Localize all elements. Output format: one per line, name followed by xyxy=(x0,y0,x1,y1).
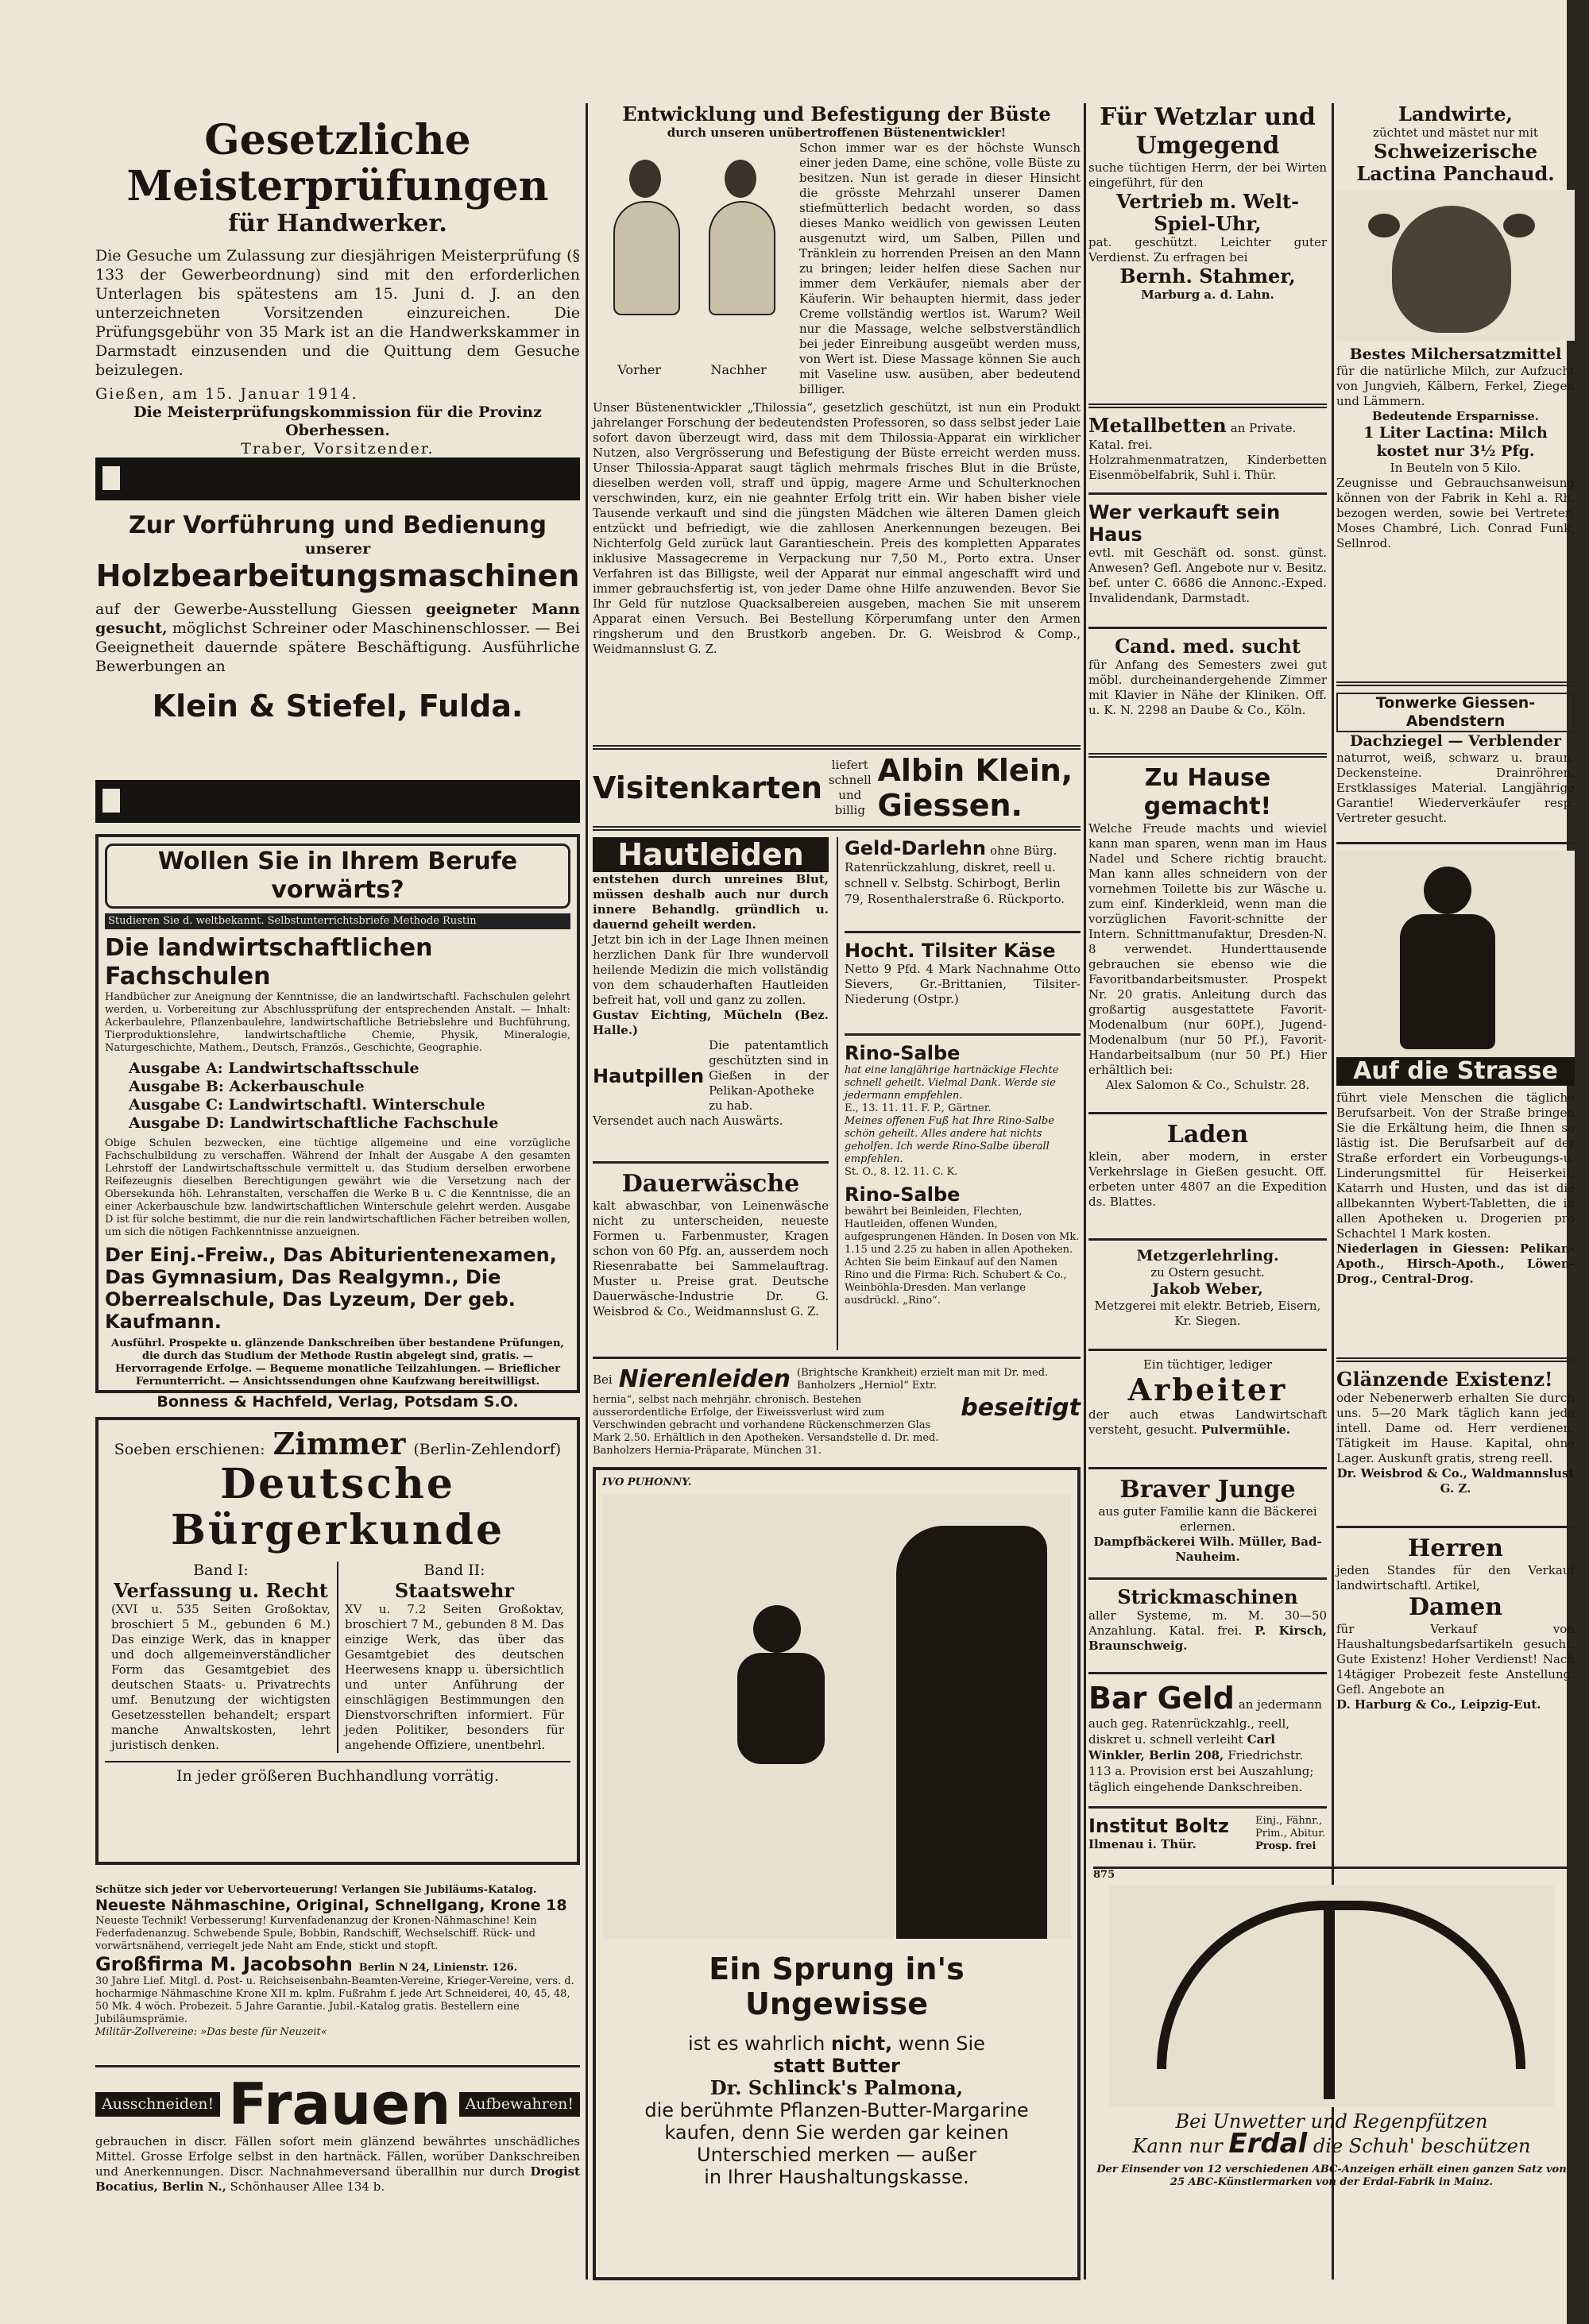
ad-text: kalt abwaschbar, von Leinenwäsche nicht zu unterscheiden, neueste Formen u. Farbenmuster, Kragen schon von 60 Pfg. an, ausserdem noch Riesenrabatte bei Sammelauftrag. Muster u. Preise grat. Deutsche Dauerwäsche-Industrie Dr. G. Weisbrod & Co., Weidmannslust G. Z. xyxy=(593,1199,829,1318)
ad-pre: Landwirte, xyxy=(1398,102,1513,125)
ad-address: Marburg a. d. Lahn. xyxy=(1141,288,1274,302)
ad-title: Neueste Nähmaschine, Original, Schnellgang, Krone 18 xyxy=(95,1897,567,1914)
ad-text-2: für Verkauf von Haushaltungsbedarfsartikeln gesucht. Gute Existenz! Hoher Verdienst! Nach 14tägiger Probezeit feste Anstellung. Gefl. Angebote an xyxy=(1336,1622,1575,1697)
ad-text: Schon immer war es der höchste Wunsch einer jeden Dame, eine schöne, volle Büste zu besitzen. Nun ist gerade in dieser Hinsicht die grösste Mehrzahl unserer Damen stiefmütterlich bedacht worden, so dass dieses Manko weidlich von gewissen Leuten ausgenutzt wird, um Salben, Pillen und Tränklein zu horrenden Preisen an den Mann zu bringen; leider helfen diese Sachen nur immer dem Verkäufer, niemals aber der Käuferin. Wir behaupten hiermit, dass jeder Creme vollständig wertlos ist. Warum? Weil nur die Massage, welche selbstverständlich bei jeder Einreibung ausgeübt werden muss, von Wert ist. Diese Massage können Sie auch mit Vaseline usw. ausüben, aber bedeutend billiger. xyxy=(799,141,1081,396)
ad-boltz xyxy=(1088,1815,1327,1870)
volume-text: (XVI u. 535 Seiten Großoktav, broschiert 5 M., gebunden 6 M.) Das einzige Werk, das in knapper und doch allgemeinverständlicher Form das Gesamtgebiet des deutschen Staats- u. Privatrechts umf. Benutzung der wichtigsten Gesetzesstellen behandelt; erspart manche Anwaltskosten, lehrt juristisch denken. xyxy=(111,1602,331,1752)
ad-text-2: Jetzt bin ich in der Lage Ihnen meinen herzlichen Dank für Ihre wundervoll heilende Medizin die mich vollständig von dem schauderhaften Hautleiden befreit hat, voll und ganz zu zollen. xyxy=(593,932,829,1007)
ad-bar-geld xyxy=(1088,1681,1327,1800)
column-3 xyxy=(1088,103,1327,1877)
ad-title: Braver Junge xyxy=(1119,1476,1296,1504)
ad-title: Cand. med. sucht xyxy=(1115,635,1301,658)
divider xyxy=(1088,1238,1327,1241)
ad-tilsiter xyxy=(845,940,1081,1027)
ad-quote: hat eine langjährige hartnäckige Flechte schnell geheilt. Vielmal Dank. Werde sie jedermann empfehlen. xyxy=(845,1064,1059,1102)
ad-title: Laden xyxy=(1166,1121,1249,1148)
ad-pillen: Hautpillen xyxy=(593,1064,705,1087)
divider xyxy=(1088,627,1327,629)
ad-big: Vertrieb m. Welt-Spiel-Uhr, xyxy=(1115,190,1300,235)
ad-title: Hocht. Tilsiter Käse xyxy=(845,940,1056,962)
ad-hautleiden xyxy=(593,837,829,1155)
ad-braver-junge xyxy=(1088,1476,1327,1571)
divider xyxy=(1088,1806,1327,1809)
divider xyxy=(1088,492,1327,495)
ad-bold-text: geeigneter Mann gesucht, xyxy=(95,600,581,637)
ad-firm: P. Kirsch, Braunschweig. xyxy=(1088,1623,1327,1653)
ad-text-2: Unser Büstenentwickler „Thilossia“, gesetzlich geschützt, ist nun ein Produkt jahrelanger Forschung der bedeutendsten Professoren, so dass selbst jeder Laie sofort davon überzeugt wird, dass mit dem Thilossia-Apparat ein wirklicher Nutzen, also Vergrösserung und Befestigung der Büste erreicht werden muss. Unser Thilossia-Apparat saugt täglich mehrmals frisches Blut in die Brüste, dieselben werden voll, straff und üppig, magere Arme und Schulterknochen verschwinden, kurz, ein nie geahnter Erfolg tritt ein. Wir haben bisher viele Tausende verkauft und sind die jüngsten Mädchen wie älteren Damen gleich entzückt und befriedigt, wie die zahllosen Anerkennungen bezeugen. Bei Nichterfolg Geld zurück laut Garantieschein. Preis des kompletten Apparates inklusive Massagecreme in Verpackung nur 7,50 M., Porto extra. Unser Verfahren ist das Billigste, weil der Apparat nur einmal angeschafft wird und immer gebrauchsfertig ist, von jeder Dame ohne Hilfe anzuwenden. Bevor Sie Ihr Geld für nutzlose Quacksalbereien ausgeben, machen Sie mit unserem Apparat einen Versuch. Bei Bestellung Körperumfang unter den Armen ringsherum und den Brustkorb angeben. Dr. G. Weisbrod & Comp., Weidmannslust G. Z. xyxy=(593,400,1081,656)
ad-dauerwaesche xyxy=(593,1170,829,1337)
after-label: Nachher xyxy=(710,362,767,377)
divider xyxy=(1088,753,1327,758)
woman-before-figure xyxy=(607,160,682,334)
ad-note: Ausführl. Prospekte u. glänzende Dankschreiben über bestandene Prüfungen, die durch das Studium der Methode Rustin abgelegt sind, gratis. — Hervorragende Erfolge. — Bequeme monatliche Teilzahlungen. — Brieflicher Fernunterricht. — Ansichtssendungen ohne Kaufzwang bereitwilligst. xyxy=(111,1338,564,1388)
ad-body: Obige Schulen bezwecken, eine tüchtige allgemeine und eine vorzügliche Fachschulbildung zu verschaffen. Während der Inhalt der Ausgabe A den gesamten Lehrstoff der Landwirtschaftsschule vermittelt u. das Studium derselben erworbene Reifezeugnis dieselben Berechtigungen gewährt wie die Versetzung nach der Obersekunda höh. Lehranstalten, verschaffen die Werke B u. C die Kenntnisse, die an einer Ackerbauschule bzw. landwirtschaftlichen Winterschule gelehrt werden. Ausgabe D ist für solche bestimmt, die nur die rein landwirtschaftlichen Fächer betreiben wollen, um sich die nötigen Fachkenntnisse anzueignen. xyxy=(105,1137,570,1238)
ad-address: Friedrichstr. 113 a. Provision erst bei Auszahlung; täglich eingehende Dankschreiben. xyxy=(1088,1748,1314,1794)
ad-signature: Traber, Vorsitzender. xyxy=(241,440,435,457)
ad-text: Die Gesuche um Zulassung zur diesjährigen Meisterprüfung (§ 133 der Gewerbeordnung) sind mit den erforderlichen Unterlagen bis spätestens am 15. Juni d. J. an den unterzeichneten Vorsitzenden einzureichen. Die Prüfungsgebühr von 35 Mark ist an die Handwerkskammer in Darmstadt einzusenden und die Quittung dem Gesuche beizulegen. xyxy=(95,247,580,379)
ad-left-label: Ausschneiden! xyxy=(95,2092,220,2117)
ad-line: Dr. Schlinck's Palmona, xyxy=(709,2076,964,2099)
ad-title: Bar Geld xyxy=(1088,1681,1235,1716)
ad-pre: Soeben erschienen: xyxy=(114,1441,265,1458)
ad-rino-salbe xyxy=(845,1042,1081,1344)
ad-cand-med xyxy=(1088,635,1327,747)
artist-signature: IVO PUHONNY. xyxy=(602,1477,692,1488)
ad-existenz xyxy=(1336,1369,1575,1519)
ad-line: statt Butter xyxy=(773,2055,900,2077)
ad-shop: Drogist Bocatius, Berlin N., xyxy=(95,2164,580,2194)
ad-title: Metallbetten xyxy=(1088,414,1227,437)
ad-text: gebrauchen in discr. Fällen sofort mein glänzend bewährtes unschädliches Mittel. Grosse Erfolge selbst in den hartnäck. Fällen, worüber Dankschreiben und Anerkennungen. Discr. Nachnahmeversand überallhin nur durch xyxy=(95,2134,580,2179)
volume-title: Staatswehr xyxy=(394,1579,515,1602)
woman-after-figure xyxy=(702,160,778,334)
ad-text: Welche Freude machts und wieviel kann man sparen, wenn man im Haus Nadel und Schere richtig braucht. Man kann alles schneidern von der vornehmen Toilette bis zur Wäsche u. zum einf. Kinderkleid, wenn man die vorzüglichen Favorit-schnitte der Intern. Schnittmanufaktur, Dresden-N. 8 verwendet. Hunderttausende gebrauchen sie ebenso wie die Favoritbandarbeitsmuster. Prospekt Nr. 20 gratis. Anleitung durch das großartig ausgestattete Favorit-Modenalbum (nur 60Pf.), Jugend-Modenalbum (nur 50 Pf.), Favorit-Handarbeitsalbum (nur 50 Pf.) Hier erhältlich bei: xyxy=(1088,821,1327,1077)
divider xyxy=(593,826,1081,831)
ad-firm: Pulvermühle. xyxy=(1200,1423,1291,1437)
divider xyxy=(593,1357,1081,1359)
ad-title: Glänzende Existenz! xyxy=(1336,1368,1553,1391)
ad-title: Ein Sprung in's xyxy=(709,1951,965,1986)
ad-mid: liefert schnell und billig xyxy=(828,758,872,817)
volume-label: Band I: xyxy=(193,1562,249,1579)
ad-title: Deutsche Bürgerkunde xyxy=(170,1460,505,1554)
ad-text: für Anfang des Semesters zwei gut möbl. durcheinandergehende Zimmer mit Klavier in Nähe der Kliniken. Off. u. K. N. 2298 an Daube & Co., Köln. xyxy=(1088,658,1327,717)
ad-palmona xyxy=(593,1467,1081,2280)
ad-subtitle: für Handwerker. xyxy=(228,210,447,237)
ad-text: züchtet und mästet nur mit xyxy=(1373,125,1538,140)
ad-where: Niederlagen in Giessen: Pelikan-Apoth., Hirsch-Apoth., Löwen-Drog., Central-Drog. xyxy=(1336,1241,1575,1286)
ad-title: Nierenleiden xyxy=(618,1365,791,1393)
ad-title: Zu Hause gemacht! xyxy=(1143,764,1272,820)
divider xyxy=(1336,1526,1575,1528)
ad-title: Geld-Darlehn xyxy=(845,837,986,859)
ad-org: Die Meisterprüfungskommission für die Provinz Oberhessen. xyxy=(133,403,542,439)
ad-metallbetten xyxy=(1088,415,1327,486)
ad-zu-hause xyxy=(1088,764,1327,1106)
ad-line-2: Kann nur xyxy=(1132,2135,1223,2157)
ad-savings: Bedeutende Ersparnisse. xyxy=(1372,409,1539,423)
ad-text: aus guter Familie kann die Bäckerei erlernen. xyxy=(1098,1504,1317,1534)
ad-address: Schönhauser Allee 134 b. xyxy=(230,2179,385,2194)
divider xyxy=(1088,1467,1327,1469)
ad-address: Berlin N 24, Linienstr. 126. xyxy=(358,1962,518,1974)
ad-sub: Studieren Sie d. weltbekannt. Selbstunterrichtsbriefe Methode Rustin xyxy=(105,913,570,929)
ad-pre: Bei xyxy=(593,1372,613,1387)
ad-note: (Brightsche Krankheit) erzielt man mit Dr. med. Banholzers „Herniol“ Extr. xyxy=(797,1367,1049,1392)
ad-text: bewährt bei Beinleiden, Flechten, Hautleiden, offenen Wunden, aufgesprungenen Händen. In Dosen von Mk. 1.15 und 2.25 zu haben in allen Apotheken. Achten Sie beim Einkauf auf den Namen Rino und die Firma: Rich. Schubert & Co., Weinböhla-Dresden. Man verlange ausdrückl. „Rino“. xyxy=(845,1206,1080,1307)
ad-title: Rino-Salbe xyxy=(845,1042,961,1064)
ad-side-text: Militär-Zollvereine: »Das beste für Neuzeit« xyxy=(95,2026,327,2038)
ad-text-2: für die natürliche Milch, zur Aufzucht von Jungvieh, Kälbern, Ferkel, Ziegen und Lämmern. xyxy=(1336,364,1575,408)
divider xyxy=(845,931,1081,933)
divider xyxy=(845,1033,1081,1036)
divider xyxy=(1088,403,1327,408)
divider xyxy=(1088,1577,1327,1580)
list-item: Ausgabe C: Landwirtschaftl. Winterschule xyxy=(129,1096,485,1114)
ad-quote-2: Meines offenen Fuß hat Ihre Rino-Salbe schön geheilt. Alles andere hat nichts geholfen. Ich werde Rino-Salbe überall empfehlen. xyxy=(845,1115,1054,1165)
divider xyxy=(1336,681,1575,686)
column-2 xyxy=(593,103,1081,2287)
ad-side-2: Prosp. frei xyxy=(1255,1840,1316,1852)
ad-sign-2: St. O., 8. 12. 11. C. K. xyxy=(845,1166,958,1178)
ad-line: Schütze sich jeder vor Uebervorteuerung! Verlangen Sie Jubiläums-Katalog. xyxy=(95,1884,537,1896)
ad-text: oder Nebenerwerb erhalten Sie durch uns. 5—20 Mark täglich kann jede intell. Dame od. Herr verdienen. Tätigkeit im Hause. Kapital, ohne Lager. Auskunft gratis, streng reell. xyxy=(1336,1391,1575,1465)
ad-text: an jedermann auch geg. Ratenrückzahlg., reell, diskret u. schnell verleiht xyxy=(1088,1697,1322,1747)
ad-strickmaschinen xyxy=(1088,1586,1327,1666)
ad-meisterpruefung xyxy=(95,116,580,457)
ad-title: Für Wetzlar und Umgegend xyxy=(1100,103,1316,160)
ad-pillen-text: Die patentamtlich geschützten sind in Gießen in der Pelikan-Apotheke zu hab. xyxy=(709,1038,829,1113)
ad-arbeiter xyxy=(1088,1357,1327,1461)
column-rule xyxy=(1084,103,1086,2280)
ad-number: 875 xyxy=(1093,1869,1115,1881)
calf-head-shape xyxy=(1392,206,1511,333)
edition-list xyxy=(129,1060,570,1133)
ad-sub: durch unseren unübertroffenen Büstenentwickler! xyxy=(667,125,1007,140)
volume-label: Band II: xyxy=(423,1562,485,1579)
ad-publisher: Bonness & Hachfeld, Verlag, Potsdam S.O. xyxy=(157,1393,519,1411)
ad-text: aller Systeme, m. M. 30—50 Anzahlung. Katal. frei. xyxy=(1088,1608,1327,1638)
ad-auf-die-strasse xyxy=(1336,851,1575,1351)
ad-title: Schweizerische Lactina Panchaud. xyxy=(1356,140,1555,185)
ad-big: beseitigt xyxy=(961,1394,1081,1422)
volume-title: Verfassung u. Recht xyxy=(114,1579,328,1602)
ad-text: auf der Gewerbe-Ausstellung Giessen xyxy=(95,600,412,618)
ad-metzger xyxy=(1088,1247,1327,1342)
ad-name: Bernh. Stahmer, xyxy=(1119,264,1296,288)
ad-title: Metzgerlehrling. xyxy=(1136,1247,1279,1264)
ad-erdal xyxy=(1093,1867,1570,2274)
ad-right-label: Aufbewahren! xyxy=(459,2092,580,2117)
ad-wetzlar xyxy=(1088,103,1327,397)
ad-title: Auf die Strasse xyxy=(1336,1057,1575,1086)
before-label: Vorher xyxy=(617,362,662,377)
divider xyxy=(593,1161,829,1164)
ad-rustin xyxy=(95,834,580,1411)
ad-foot: Der Einsender von 12 verschiedenen ABC-Anzeigen erhält einen ganzen Satz von 25 ABC-Künstlermarken von der Erdal-Fabrik in Mainz. xyxy=(1096,2164,1567,2188)
volume-text: XV u. 7.2 Seiten Großoktav, broschiert 7 M., gebunden 8 M. Das einzige Werk, das über das Gesamtgebiet des deutschen Heerwesens knapp u. übersichtlich und unter Anführung der einschlägigen Bestimmungen den Dienstvorschriften informiert. Für jeden Politiker, besonders für angehende Offiziere, unentbehrl. xyxy=(345,1602,564,1752)
ad-text: führt viele Menschen die tägliche Berufsarbeit. Von der Straße bringen Sie die Erkältung heim, die Ihnen so lästig ist. Die Berufsarbeit auf der Straße erfordert ein Vorbeugungs-u. Linderungsmittel für Heiserkeit, Katarrh und Husten, und das ist die allbekannten Wybert-Tabletten, die in allen Apotheken u. Drogerien pro Schachtel 1 Mark kosten. xyxy=(1336,1091,1575,1241)
ad-firm: Klein & Stiefel, Fulda. xyxy=(152,689,524,724)
ad-title-2: Damen xyxy=(1408,1593,1503,1621)
man-head-shape xyxy=(753,1605,801,1653)
ad-title: Herren xyxy=(1408,1535,1503,1562)
ad-title: Die landwirtschaftlichen Fachschulen xyxy=(105,934,433,990)
ad-text-3: Zeugnisse und Gebrauchsanweisung können von der Fabrik in Kehl a. Rh. bezogen werden, sowie bei Vertreter: Moses Chambré, Lich. Conrad Funk, Sellnrod. xyxy=(1336,476,1575,550)
ad-nierenleiden xyxy=(593,1365,1081,1461)
cliff-shape xyxy=(896,1526,1047,1939)
ad-exams: Der Einj.-Freiw., Das Abiturientenexamen, Das Gymnasium, Das Realgymn., Die Oberrealschule, Das Lyzeum, Der geb. Kaufmann. xyxy=(105,1244,557,1333)
ad-line: kaufen, denn Sie werden gar keinen xyxy=(664,2121,1009,2144)
ad-ship: Versendet auch nach Auswärts. xyxy=(593,1114,783,1128)
umbrella-shape xyxy=(1157,1901,1525,2069)
ad-text: hernia“, selbst nach mehrjähr. chronisch. Bestehen ausserordentliche Erfolge, der Eiweissverlust wird zum Verschwinden gebracht und vorhandene Rückenschmerzen Glas Mark 2.50. Erhältlich in den Apotheken. Versandstelle d. Dr. med. Banholzers Hernia-Präparate, München 31. xyxy=(593,1394,939,1457)
ad-title: Dauerwäsche xyxy=(621,1170,800,1198)
ad-geld-darlehn xyxy=(845,837,1081,925)
ad-shop: Alex Salomon & Co., Schulstr. 28. xyxy=(1105,1078,1310,1092)
ad-date: Gießen, am 15. Januar 1914. xyxy=(95,385,358,403)
ad-right: Albin Klein, Giessen. xyxy=(877,753,1073,823)
ad-line-3: die Schuh' beschützen xyxy=(1313,2135,1531,2157)
umbrella-illustration xyxy=(1109,1885,1554,2107)
hiker-body-shape xyxy=(1400,914,1495,1049)
before-after-illustration xyxy=(593,144,791,382)
ad-line-end: wenn Sie xyxy=(898,2033,985,2055)
ad-herren-damen xyxy=(1336,1535,1575,1749)
hiker-illustration xyxy=(1336,851,1575,1057)
ad-visitenkarten xyxy=(593,753,1081,823)
ad-buergerkunde xyxy=(95,1417,580,1865)
ad-title: Frauen xyxy=(228,2071,451,2137)
list-item: Ausgabe D: Landwirtschaftliche Fachschule xyxy=(129,1114,499,1132)
ad-text: klein, aber modern, in erster Verkehrslage in Gießen gesucht. Off. erbeten unter 4807 an die Expedition ds. Blattes. xyxy=(1088,1149,1327,1209)
ad-text: ohne Bürg. Ratenrückzahlung, diskret, reell u. schnell v. Selbstg. Schirbogt, Berlin 79, Rosenthalerstraße 6. Rückporto. xyxy=(845,844,1065,906)
divider xyxy=(1088,1112,1327,1114)
ad-firm: Dr. Weisbrod & Co., Waldmannslust G. Z. xyxy=(1336,1466,1575,1496)
divider xyxy=(593,745,1081,750)
ad-text: Holzrahmenmatratzen, Kinderbetten Eisenmöbelfabrik, Suhl i. Thür. xyxy=(1088,453,1327,482)
list-item: Ausgabe A: Landwirtschaftsschule xyxy=(129,1060,419,1077)
ad-haus xyxy=(1088,501,1327,620)
ad-title: Strickmaschinen xyxy=(1117,1585,1298,1608)
ad-text: naturrot, weiß, schwarz u. braun. Deckensteine. Drainröhren. Erstklassiges Material. Langjährige Garantie! Wiederverkäufer resp. Vertreter gesucht. xyxy=(1336,751,1575,825)
column-rule xyxy=(586,103,588,2280)
ad-side: an Private. Katal. frei. xyxy=(1088,421,1297,452)
ad-laden xyxy=(1088,1121,1327,1232)
ad-title: Wer verkauft sein Haus xyxy=(1088,501,1281,546)
divider xyxy=(1088,1672,1327,1674)
ad-pre: Ein tüchtiger, lediger xyxy=(1142,1357,1272,1372)
calf-ear-shape xyxy=(1368,214,1400,237)
ad-text: zu Ostern gesucht. xyxy=(1150,1265,1265,1280)
ad-text: der auch etwas Landwirtschaft versteht, gesucht. xyxy=(1088,1407,1327,1437)
ad-title-2: unserer xyxy=(304,540,371,558)
ad-price: 1 Liter Lactina: Milch kostet nur 3½ Pfg. xyxy=(1363,424,1548,460)
ad-frauen xyxy=(95,2065,580,2233)
ad-firm: Großfirma M. Jacobsohn xyxy=(95,1953,353,1975)
man-body-shape xyxy=(737,1653,825,1764)
calf-ear-shape xyxy=(1503,214,1535,237)
ad-tonwerke xyxy=(1336,693,1575,836)
ad-address: Metzgerei mit elektr. Betrieb, Eisern, Kr. Siegen. xyxy=(1094,1299,1321,1328)
ad-text: evtl. mit Geschäft od. sonst. günst. Anwesen? Gefl. Angebote nur v. Besitz. bef. unter C. 6686 die Annonc.-Exped. Invalidendank, Darmstadt. xyxy=(1088,546,1327,605)
black-rule-bar xyxy=(95,780,580,823)
ad-title: Institut Boltz xyxy=(1088,1815,1229,1837)
ad-lactina xyxy=(1336,103,1575,675)
ad-author: Zimmer xyxy=(273,1426,406,1461)
ad-line: die berühmte Pflanzen-Butter-Margarine xyxy=(644,2099,1029,2121)
ad-title: Hautleiden xyxy=(593,837,829,872)
ad-firm: Dampfbäckerei Wilh. Müller, Bad-Nauheim. xyxy=(1093,1535,1322,1564)
ad-place: Ilmenau i. Thür. xyxy=(1088,1837,1197,1851)
ad-heading: Dachziegel — Verblender xyxy=(1350,732,1561,750)
ad-text: Neueste Technik! Verbesserung! Kurvenfadenanzug der Kronen-Nähmaschine! Kein Federfadenanzug. Schwebende Spule, Bobbin, Randschiff, Wechselschiff. Rück- und vorwärtsnähend, verriegelt jede Naht am Ende, stickt und stopft. xyxy=(95,1915,537,1952)
ad-line-bold: nicht, xyxy=(830,2033,893,2055)
ad-line: in Ihrer Haushaltungskasse. xyxy=(704,2166,969,2188)
black-rule-bar xyxy=(95,457,580,500)
divider xyxy=(1336,842,1575,844)
umbrella-handle-shape xyxy=(1324,1909,1335,2099)
ad-title: Tonwerke Giessen-Abendstern xyxy=(1336,693,1575,732)
ad-sign: E., 13. 11. 11. F. P., Gärtner. xyxy=(845,1102,992,1114)
ad-name: Gustav Eichting, Mücheln (Bez. Halle.) xyxy=(593,1008,829,1037)
ad-foot: In jeder größeren Buchhandlung vorrätig. xyxy=(105,1761,570,1785)
ad-text-2: pat. geschützt. Leichter guter Verdienst. Zu erfragen bei xyxy=(1088,235,1327,264)
ad-bag: In Beuteln von 5 Kilo. xyxy=(1390,461,1521,475)
ad-intro: Handbücher zur Aneignung der Kenntnisse, die an landwirtschaftl. Fachschulen gelehrt werden, u. Vorbereitung zur Abschlussprüfung der entsprechenden Anstalt. — Inhalt: Ackerbaulehre, Pflanzenbaulehre, landwirtschaftliche Betriebslehre und Buchführung, Tierproduktionslehre, landwirtschaftliche Chemie, Physik, Mineralogie, Naturgeschichte, Mathem., Deutsch, Französ., Geschichte, Geographie. xyxy=(105,991,570,1054)
ad-firm: Carl Winkler, Berlin 208, xyxy=(1088,1732,1275,1762)
ad-title-2: Ungewisse xyxy=(744,1986,929,2021)
ad-title: Entwicklung und Befestigung der Büste xyxy=(622,102,1051,125)
ad-line: ist es wahrlich xyxy=(688,2033,825,2055)
ad-title-2: Rino-Salbe xyxy=(845,1183,961,1206)
hiker-head-shape xyxy=(1424,867,1471,914)
divider xyxy=(1336,1357,1575,1362)
ad-text-2: möglichst Schreiner oder Maschinenschlosser. — Bei Geeignetheit dauernde spätere Beschäftigung. Ausführliche Bewerbungen an xyxy=(95,620,580,675)
ad-banner: Wollen Sie in Ihrem Berufe vorwärts? xyxy=(105,844,570,909)
ad-text: entstehen durch unreines Blut, müssen deshalb auch nur durch innere Behandlg. gründlich u. dauernd geheilt werden. xyxy=(593,872,829,932)
ad-tail: 30 Jahre Lief. Mitgl. d. Post- u. Reichseisenbahn-Beamten-Vereine, Krieger-Vereine, vers. d. hocharmige Nähmaschine Krone XII m. kplm. Fußrahm f. jede Art Schneiderei, 40, 45, 48, 50 Mk. 4 wöch. Probezeit. 5 Jahre Garantie. Jubil.-Katalog gratis. Bestellern eine Jubiläumsprämie. xyxy=(95,1975,574,2025)
ad-text: suche tüchtigen Herrn, der bei Wirten eingeführt, für den xyxy=(1088,160,1327,190)
ad-name: Jakob Weber, xyxy=(1152,1280,1263,1298)
ad-side: Einj., Fähnr., Prim., Abitur. xyxy=(1255,1815,1326,1840)
ad-holzbearbeitung xyxy=(95,512,580,774)
ad-line: Unterschied merken — außer xyxy=(697,2144,976,2166)
ad-title-3: Holzbearbeitungsmaschinen xyxy=(95,558,580,593)
ad-line: Bei Unwetter und Regenpfützen xyxy=(1175,2110,1488,2133)
ad-left: Visitenkarten xyxy=(593,770,823,805)
ad-title: Arbeiter xyxy=(1127,1372,1288,1407)
ad-jacobsohn xyxy=(95,1884,580,2059)
ad-firm: D. Harburg & Co., Leipzig-Eut. xyxy=(1336,1697,1541,1712)
column-4 xyxy=(1336,103,1575,1755)
ad-heading: Bestes Milchersatzmittel xyxy=(1349,346,1562,363)
divider xyxy=(1088,1349,1327,1351)
column-1 xyxy=(95,103,580,2239)
ad-title: Zur Vorführung und Bedienung xyxy=(128,512,547,539)
ad-place: (Berlin-Zehlendorf) xyxy=(413,1441,562,1458)
jumping-man-illustration xyxy=(602,1494,1071,1939)
calf-illustration xyxy=(1336,190,1575,341)
brand-name: Erdal xyxy=(1228,2128,1308,2160)
list-item: Ausgabe B: Ackerbauschule xyxy=(129,1078,365,1095)
ad-buste xyxy=(593,103,1081,739)
ad-title: Gesetzliche Meisterprüfungen xyxy=(126,116,549,210)
ad-text: Netto 9 Pfd. 4 Mark Nachnahme Otto Sievers, Gr.-Brittanien, Tilsiter-Niederung (Ostpr.) xyxy=(845,962,1081,1006)
ad-text: jeden Standes für den Verkauf landwirtschaftl. Artikel, xyxy=(1336,1563,1575,1592)
